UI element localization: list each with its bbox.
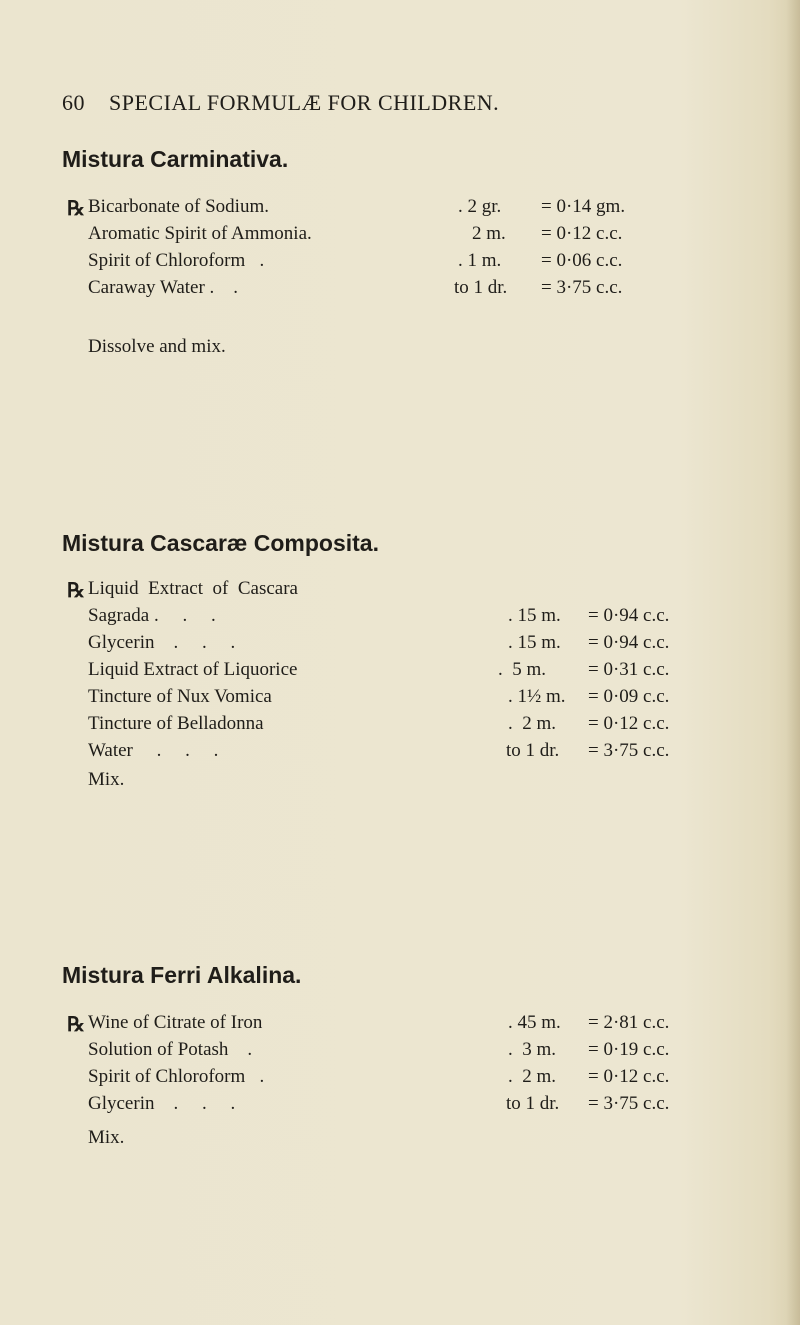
- ingredient-name: Tincture of Nux Vomica: [88, 686, 272, 707]
- ingredient-dose: . 15 m.: [508, 605, 561, 626]
- ingredient-metric: = 0·14 gm.: [541, 196, 626, 217]
- ingredient-metric: = 0·19 c.c.: [588, 1039, 670, 1060]
- ingredient-name: Liquid Extract of Liquorice: [88, 659, 298, 680]
- ingredient-dose: to 1 dr.: [506, 1093, 560, 1114]
- ingredient-dose: . 2 m.: [508, 1066, 557, 1087]
- ingredient-name: Sagrada . . .: [88, 605, 216, 626]
- ingredient-dose: . 3 m.: [508, 1039, 557, 1060]
- ingredient-metric: = 0·12 c.c.: [588, 1066, 670, 1087]
- ingredient-name: Solution of Potash .: [88, 1039, 253, 1060]
- rx-symbol: ℞: [67, 1014, 85, 1036]
- ingredient-metric: = 0·31 c.c.: [588, 659, 670, 680]
- ingredient-dose: . 5 m.: [498, 659, 547, 680]
- ingredient-metric: = 3·75 c.c.: [541, 277, 623, 298]
- ingredient-dose: . 1 m.: [458, 250, 502, 271]
- ingredient-metric: = 0·94 c.c.: [588, 605, 670, 626]
- ingredient-name: Water . . .: [88, 740, 219, 761]
- ingredient-dose: . 2 gr.: [458, 196, 502, 217]
- ingredient-name: Glycerin . . .: [88, 632, 236, 653]
- formula-title-cascarae: Mistura Cascaræ Composita.: [62, 530, 379, 556]
- ingredient-metric: = 2·81 c.c.: [588, 1012, 670, 1033]
- ingredient-name: Aromatic Spirit of Ammonia.: [88, 223, 312, 244]
- ingredient-metric: = 0·12 c.c.: [588, 713, 670, 734]
- ingredient-dose: . 2 m.: [508, 713, 557, 734]
- ingredient-name: Spirit of Chloroform .: [88, 250, 265, 271]
- rx-symbol: ℞: [67, 198, 85, 220]
- running-header: [62, 90, 499, 116]
- ingredient-dose: to 1 dr.: [506, 740, 560, 761]
- ingredient-metric: = 0·06 c.c.: [541, 250, 623, 271]
- ingredient-name: Caraway Water . .: [88, 277, 239, 298]
- ingredient-name: Bicarbonate of Sodium.: [88, 196, 269, 217]
- page-edge-shadow: [786, 0, 800, 1325]
- ingredient-metric: = 0·09 c.c.: [588, 686, 670, 707]
- ingredient-name: Glycerin . . .: [88, 1093, 236, 1114]
- ingredient-dose: . 45 m.: [508, 1012, 561, 1033]
- ingredient-metric: = 0·12 c.c.: [541, 223, 623, 244]
- ingredient-name: Tincture of Belladonna: [88, 713, 264, 734]
- ingredient-dose: . 15 m.: [508, 632, 561, 653]
- ingredient-name: Spirit of Chloroform .: [88, 1066, 265, 1087]
- ingredient-dose: . 1½ m.: [508, 686, 566, 707]
- ingredient-name: Liquid Extract of Cascara: [88, 578, 298, 599]
- ingredient-name: Wine of Citrate of Iron: [88, 1012, 263, 1033]
- running-title: SPECIAL FORMULÆ FOR CHILDREN.: [109, 90, 500, 115]
- page-number: 60: [62, 90, 85, 115]
- formula-instruction: Mix.: [88, 1127, 125, 1148]
- formula-instruction: Mix.: [88, 769, 125, 790]
- formula-title-carminativa: Mistura Carminativa.: [62, 146, 289, 172]
- ingredient-metric: = 3·75 c.c.: [588, 1093, 670, 1114]
- ingredient-dose: to 1 dr.: [454, 277, 508, 298]
- ingredient-dose: 2 m.: [472, 223, 506, 244]
- formula-title-ferri-alkalina: Mistura Ferri Alkalina.: [62, 962, 302, 988]
- ingredient-metric: = 0·94 c.c.: [588, 632, 670, 653]
- formula-instruction: Dissolve and mix.: [88, 336, 226, 357]
- rx-symbol: ℞: [67, 580, 85, 602]
- ingredient-metric: = 3·75 c.c.: [588, 740, 670, 761]
